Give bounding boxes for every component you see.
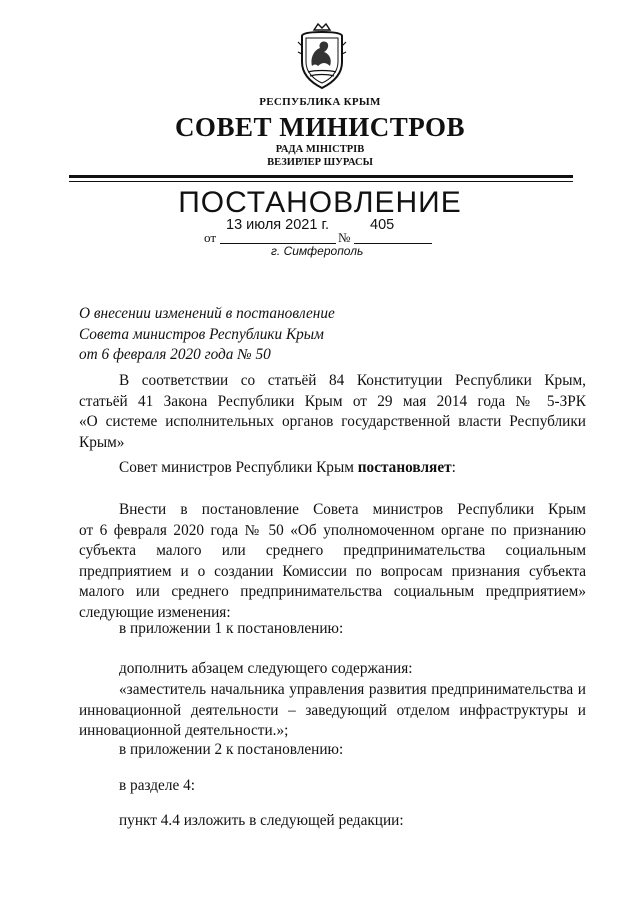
paragraph-new-clause [79, 680, 586, 742]
paragraph-line: «О системе исполнительных органов государственной власти Республики [79, 413, 586, 431]
resolves-text: Совет министров Республики Крым [119, 459, 358, 476]
subject-line: Совета министров Республики Крым [79, 325, 324, 343]
council-name-translations [0, 143, 640, 169]
paragraph-line: Крым» [79, 433, 125, 451]
paragraph-line: Внести в постановление Совета министров Республики Крым [119, 501, 586, 518]
coat-of-arms-icon [296, 22, 348, 90]
paragraph-line: от 6 февраля 2020 года № 50 «Об уполномоченном органе по признанию [79, 521, 586, 539]
subject-line: от 6 февраля 2020 года № 50 [79, 346, 271, 363]
paragraph-line: субъекта малого или среднего предпринимательства социальным [79, 542, 586, 560]
subject-line: О внесении изменений в постановление [79, 305, 335, 322]
paragraph-line: следующие изменения: [79, 603, 231, 621]
paragraph-line: предприятием и о создании Комиссии по вопросам признания субъекта [79, 562, 586, 580]
paragraph-appendix-1: в приложении 1 к постановлению: [119, 620, 344, 637]
paragraph-appendix-2: в приложении 2 к постановлению: [119, 741, 344, 758]
paragraph-line: В соответствии со статьёй 84 Конституции Республики Крым, [119, 372, 586, 389]
paragraph-item-4-4: пункт 4.4 изложить в следующей редакции: [119, 812, 404, 829]
resolution-number: 405 [370, 217, 395, 233]
resolution-date: 13 июля 2021 г. [226, 217, 329, 233]
paragraph-line: инновационной деятельности – заведующий отделом инфраструктуры и [79, 701, 586, 719]
city: г. Симферополь [271, 244, 364, 258]
paragraph-legal-basis [79, 371, 586, 453]
paragraph-line: «заместитель начальника управления развития предпринимательства и [119, 681, 586, 698]
paragraph-line: малого или среднего предпринимательства социальным предприятием» [79, 583, 586, 601]
resolves-colon: : [451, 459, 456, 476]
header-rule-thin [69, 181, 573, 182]
council-name-crimean-tatar: ВЕЗИРЛЕР ШУРАСЫ [267, 157, 373, 168]
republic-name: РЕСПУБЛИКА КРЫМ [259, 96, 381, 108]
paragraph-add-clause: дополнить абзацем следующего содержания: [119, 660, 413, 677]
paragraph-line: инновационной деятельности.»; [79, 722, 289, 740]
paragraph-resolves [119, 459, 456, 477]
resolves-keyword: постановляет [357, 459, 452, 476]
number-prefix: № [338, 230, 351, 245]
document-subject [79, 304, 399, 366]
document-type: ПОСТАНОВЛЕНИЕ [178, 186, 462, 219]
paragraph-amendment [79, 500, 586, 624]
number-underline [354, 243, 432, 244]
council-name-ukrainian: РАДА МІНІСТРІВ [275, 144, 365, 155]
paragraph-section-4: в разделе 4: [119, 777, 195, 794]
header-rule-thick [69, 175, 573, 178]
date-prefix: от [204, 230, 217, 245]
council-name: СОВЕТ МИНИСТРОВ [174, 112, 466, 142]
paragraph-line: статьёй 41 Закона Республики Крым от 29 мая 2014 года № 5-ЗРК [79, 392, 586, 410]
